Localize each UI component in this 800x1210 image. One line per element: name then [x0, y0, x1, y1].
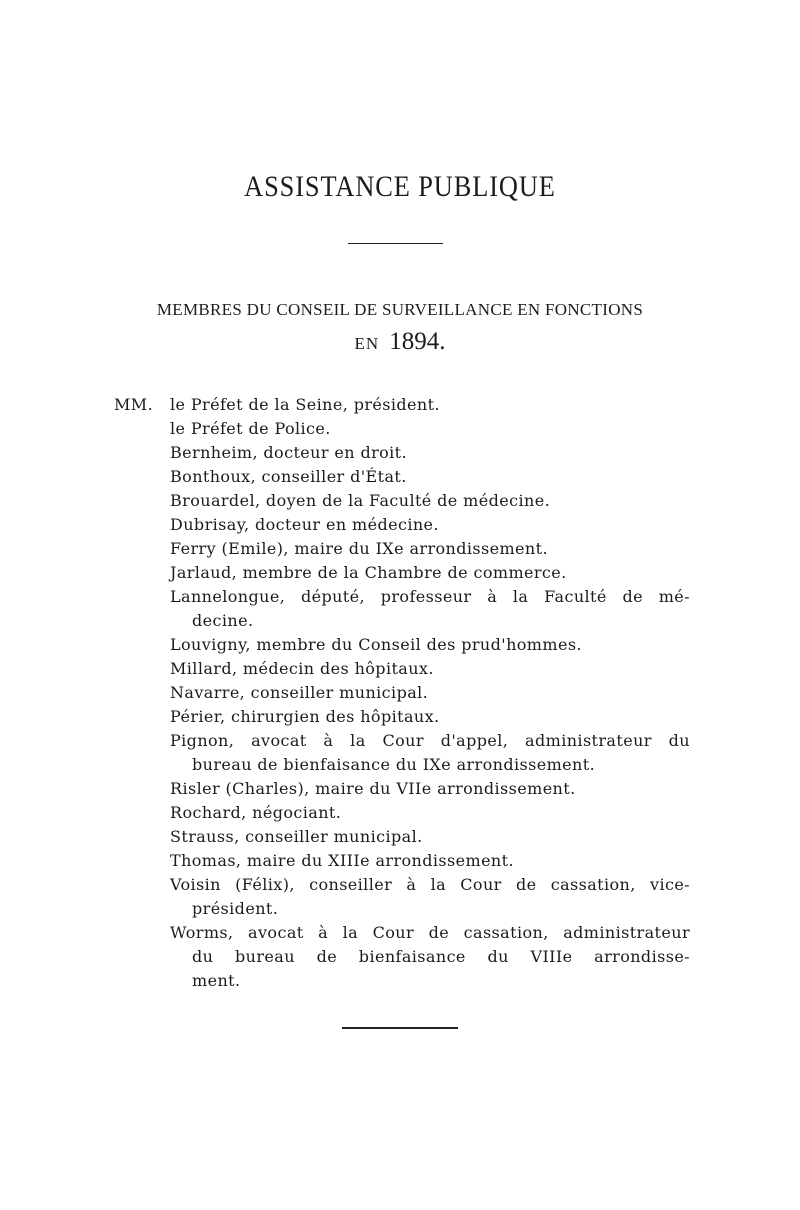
member-entry: Louvigny, membre du Conseil des prud'hommes. [170, 635, 582, 654]
member-entry-continuation: bureau de bienfaisance du IXe arrondissement. [192, 755, 596, 774]
member-entry: le Préfet de la Seine, président. [170, 395, 440, 414]
member-entry-continuation: du bureau de bienfaisance du VIIIe arrondisse- [192, 947, 690, 966]
member-entry: Strauss, conseiller municipal. [170, 827, 423, 846]
member-entry-continuation: decine. [192, 611, 254, 630]
member-entry: Thomas, maire du XIIIe arrondissement. [170, 851, 514, 870]
member-entry: Millard, médecin des hôpitaux. [170, 659, 434, 678]
member-entry: Lannelongue, député, professeur à la Faculté de mé- [170, 587, 690, 606]
section-heading: MEMBRES DU CONSEIL DE SURVEILLANCE EN FONCTIONS [156, 300, 644, 319]
member-entry: Brouardel, doyen de la Faculté de médecine. [170, 491, 551, 510]
closing-divider [342, 1027, 458, 1029]
section-heading-year-line [0, 328, 800, 356]
member-entry: Navarre, conseiller municipal. [170, 683, 429, 702]
section-heading-en: EN [354, 334, 380, 353]
member-entry: Dubrisay, docteur en médecine. [170, 515, 439, 534]
member-entry: Voisin (Félix), conseiller à la Cour de cassation, vice- [170, 875, 690, 894]
member-entry: Périer, chirurgien des hôpitaux. [170, 707, 440, 726]
member-entry-continuation: ment. [192, 971, 241, 990]
member-entry: Rochard, négociant. [170, 803, 342, 822]
member-entry-continuation: président. [192, 899, 279, 918]
page-title: ASSISTANCE PUBLIQUE [244, 170, 556, 203]
member-entry: Pignon, avocat à la Cour d'appel, administrateur du [170, 731, 690, 750]
member-entry: Worms, avocat à la Cour de cassation, administrateur [170, 923, 690, 942]
member-entry: Risler (Charles), maire du VIIe arrondissement. [170, 779, 576, 798]
section-heading-year: 1894. [389, 328, 446, 355]
members-prefix: MM. [114, 395, 154, 414]
member-entry: Bernheim, docteur en droit. [170, 443, 408, 462]
member-entry: Jarlaud, membre de la Chambre de commerce. [170, 563, 567, 582]
member-entry: Bonthoux, conseiller d'État. [170, 467, 407, 486]
member-entry: le Préfet de Police. [170, 419, 331, 438]
title-divider [348, 243, 443, 244]
member-entry: Ferry (Emile), maire du IXe arrondissement. [170, 539, 548, 558]
